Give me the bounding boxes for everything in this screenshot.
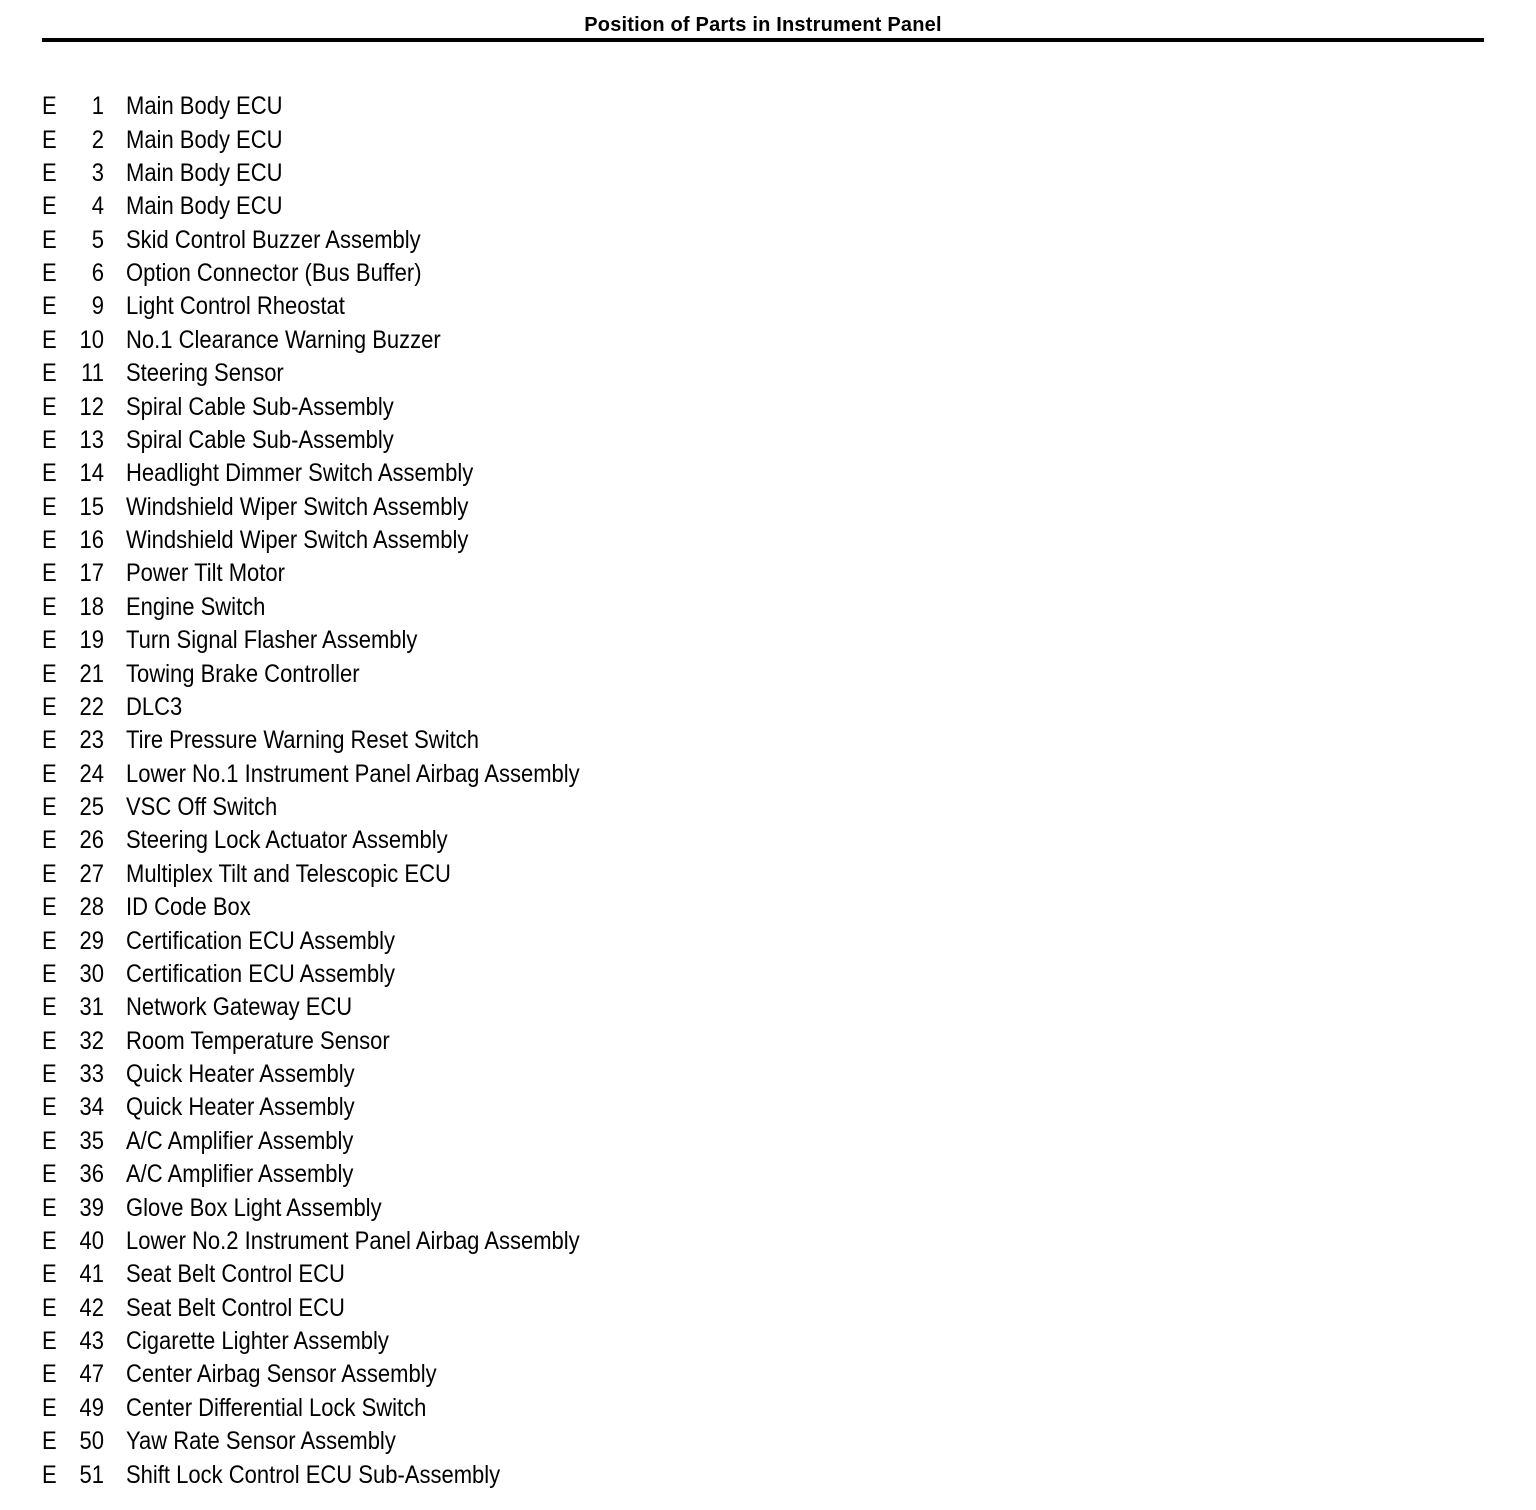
part-name: VSC Off Switch [126, 793, 278, 822]
part-prefix: E [42, 692, 57, 721]
part-name: Spiral Cable Sub-Assembly [126, 425, 394, 454]
part-row [42, 290, 642, 323]
part-prefix: E [42, 225, 57, 254]
part-row [42, 324, 642, 357]
part-name: Lower No.2 Instrument Panel Airbag Assembly [126, 1226, 580, 1255]
part-name: Seat Belt Control ECU [126, 1293, 345, 1322]
part-row [42, 491, 642, 524]
part-prefix: E [42, 259, 57, 288]
part-prefix: E [42, 826, 57, 855]
part-name: Cigarette Lighter Assembly [126, 1327, 389, 1356]
part-prefix: E [42, 359, 57, 388]
part-number: 25 [79, 793, 104, 822]
part-prefix: E [42, 592, 57, 621]
page-title: Position of Parts in Instrument Panel [584, 14, 942, 36]
part-row [42, 1292, 642, 1325]
part-name: Engine Switch [126, 592, 266, 621]
part-prefix: E [42, 859, 57, 888]
part-name: Spiral Cable Sub-Assembly [126, 392, 394, 421]
part-prefix: E [42, 1360, 57, 1389]
part-prefix: E [42, 726, 57, 755]
part-name: Yaw Rate Sensor Assembly [126, 1427, 396, 1456]
part-name: ID Code Box [126, 893, 251, 922]
part-row [42, 724, 642, 757]
part-row [42, 257, 642, 290]
part-number: 5 [91, 225, 104, 254]
part-row [42, 1158, 642, 1191]
part-prefix: E [42, 158, 57, 187]
part-name: Skid Control Buzzer Assembly [126, 225, 421, 254]
part-row [42, 1191, 642, 1224]
part-prefix: E [42, 759, 57, 788]
part-name: Windshield Wiper Switch Assembly [126, 526, 469, 555]
part-name: Main Body ECU [126, 125, 283, 154]
part-row [42, 624, 642, 657]
part-name: Option Connector (Bus Buffer) [126, 259, 422, 288]
part-row [42, 1025, 642, 1058]
part-number: 26 [79, 826, 104, 855]
part-number: 16 [79, 526, 104, 555]
part-name: Main Body ECU [126, 158, 283, 187]
part-number: 6 [91, 259, 104, 288]
part-number: 39 [79, 1193, 104, 1222]
part-name: Room Temperature Sensor [126, 1026, 390, 1055]
part-row [42, 1458, 642, 1491]
part-name: Quick Heater Assembly [126, 1060, 355, 1089]
part-row [42, 1325, 642, 1358]
part-row [42, 791, 642, 824]
part-row [42, 991, 642, 1024]
part-number: 10 [79, 325, 104, 354]
part-row [42, 758, 642, 791]
part-number: 24 [79, 759, 104, 788]
part-name: Lower No.1 Instrument Panel Airbag Assembly [126, 759, 580, 788]
part-number: 34 [79, 1093, 104, 1122]
part-number: 28 [79, 893, 104, 922]
part-prefix: E [42, 1026, 57, 1055]
part-name: Certification ECU Assembly [126, 926, 395, 955]
part-row [42, 190, 642, 223]
part-prefix: E [42, 1193, 57, 1222]
part-prefix: E [42, 1260, 57, 1289]
part-name: Power Tilt Motor [126, 559, 285, 588]
part-row [42, 224, 642, 257]
part-prefix: E [42, 1460, 57, 1489]
part-prefix: E [42, 526, 57, 555]
part-prefix: E [42, 1160, 57, 1189]
part-prefix: E [42, 1427, 57, 1456]
part-number: 18 [79, 592, 104, 621]
part-row [42, 557, 642, 590]
part-prefix: E [42, 192, 57, 221]
part-row [42, 357, 642, 390]
part-prefix: E [42, 1126, 57, 1155]
title-divider [42, 38, 1484, 42]
part-number: 47 [79, 1360, 104, 1389]
part-prefix: E [42, 1226, 57, 1255]
part-row [42, 858, 642, 891]
part-row [42, 524, 642, 557]
part-number: 19 [79, 626, 104, 655]
part-number: 29 [79, 926, 104, 955]
part-number: 33 [79, 1060, 104, 1089]
part-number: 30 [79, 959, 104, 988]
part-number: 31 [79, 993, 104, 1022]
part-row [42, 457, 642, 490]
part-number: 40 [79, 1226, 104, 1255]
part-number: 1 [91, 92, 104, 121]
part-number: 13 [79, 425, 104, 454]
part-number: 2 [91, 125, 104, 154]
part-prefix: E [42, 626, 57, 655]
part-prefix: E [42, 425, 57, 454]
part-number: 12 [79, 392, 104, 421]
part-name: Glove Box Light Assembly [126, 1193, 382, 1222]
part-name: Windshield Wiper Switch Assembly [126, 492, 469, 521]
part-name: Quick Heater Assembly [126, 1093, 355, 1122]
part-name: A/C Amplifier Assembly [126, 1126, 354, 1155]
part-name: Center Differential Lock Switch [126, 1393, 427, 1422]
part-row [42, 1058, 642, 1091]
part-row [42, 958, 642, 991]
part-number: 43 [79, 1327, 104, 1356]
part-row [42, 691, 642, 724]
part-number: 23 [79, 726, 104, 755]
part-number: 32 [79, 1026, 104, 1055]
part-prefix: E [42, 993, 57, 1022]
part-prefix: E [42, 959, 57, 988]
part-name: Towing Brake Controller [126, 659, 360, 688]
part-name: Headlight Dimmer Switch Assembly [126, 459, 474, 488]
part-row [42, 924, 642, 957]
part-row [42, 1258, 642, 1291]
part-row [42, 891, 642, 924]
part-row [42, 90, 642, 123]
part-name: A/C Amplifier Assembly [126, 1160, 354, 1189]
part-name: Certification ECU Assembly [126, 959, 395, 988]
part-name: No.1 Clearance Warning Buzzer [126, 325, 441, 354]
part-prefix: E [42, 392, 57, 421]
part-number: 50 [79, 1427, 104, 1456]
part-prefix: E [42, 325, 57, 354]
parts-list [42, 90, 642, 1492]
part-number: 21 [79, 659, 104, 688]
part-name: Seat Belt Control ECU [126, 1260, 345, 1289]
part-name: Main Body ECU [126, 192, 283, 221]
part-number: 9 [91, 292, 104, 321]
part-number: 11 [81, 359, 104, 388]
part-prefix: E [42, 893, 57, 922]
part-prefix: E [42, 926, 57, 955]
part-row [42, 390, 642, 423]
part-prefix: E [42, 793, 57, 822]
part-name: DLC3 [126, 692, 183, 721]
part-name: Multiplex Tilt and Telescopic ECU [126, 859, 451, 888]
part-row [42, 123, 642, 156]
part-row [42, 1225, 642, 1258]
part-name: Light Control Rheostat [126, 292, 345, 321]
part-row [42, 1425, 642, 1458]
part-prefix: E [42, 1293, 57, 1322]
part-name: Turn Signal Flasher Assembly [126, 626, 418, 655]
part-prefix: E [42, 1060, 57, 1089]
part-number: 51 [79, 1460, 104, 1489]
part-prefix: E [42, 492, 57, 521]
part-number: 4 [91, 192, 104, 221]
part-name: Center Airbag Sensor Assembly [126, 1360, 437, 1389]
part-prefix: E [42, 1393, 57, 1422]
part-row [42, 824, 642, 857]
part-prefix: E [42, 92, 57, 121]
part-number: 36 [79, 1160, 104, 1189]
part-prefix: E [42, 1327, 57, 1356]
part-number: 15 [79, 492, 104, 521]
part-number: 41 [79, 1260, 104, 1289]
part-prefix: E [42, 125, 57, 154]
part-row [42, 591, 642, 624]
part-row [42, 1392, 642, 1425]
part-name: Steering Sensor [126, 359, 284, 388]
part-prefix: E [42, 459, 57, 488]
part-row [42, 1358, 642, 1391]
part-row [42, 157, 642, 190]
part-number: 22 [79, 692, 104, 721]
part-number: 3 [91, 158, 104, 187]
part-number: 14 [79, 459, 104, 488]
part-name: Steering Lock Actuator Assembly [126, 826, 448, 855]
part-number: 35 [79, 1126, 104, 1155]
part-name: Shift Lock Control ECU Sub-Assembly [126, 1460, 501, 1489]
part-prefix: E [42, 292, 57, 321]
part-name: Tire Pressure Warning Reset Switch [126, 726, 479, 755]
part-number: 49 [79, 1393, 104, 1422]
part-number: 27 [79, 859, 104, 888]
part-row [42, 1091, 642, 1124]
part-row [42, 657, 642, 690]
part-name: Main Body ECU [126, 92, 283, 121]
part-prefix: E [42, 659, 57, 688]
part-number: 17 [79, 559, 104, 588]
part-row [42, 424, 642, 457]
part-row [42, 1125, 642, 1158]
part-prefix: E [42, 1093, 57, 1122]
part-prefix: E [42, 559, 57, 588]
part-name: Network Gateway ECU [126, 993, 353, 1022]
part-number: 42 [79, 1293, 104, 1322]
